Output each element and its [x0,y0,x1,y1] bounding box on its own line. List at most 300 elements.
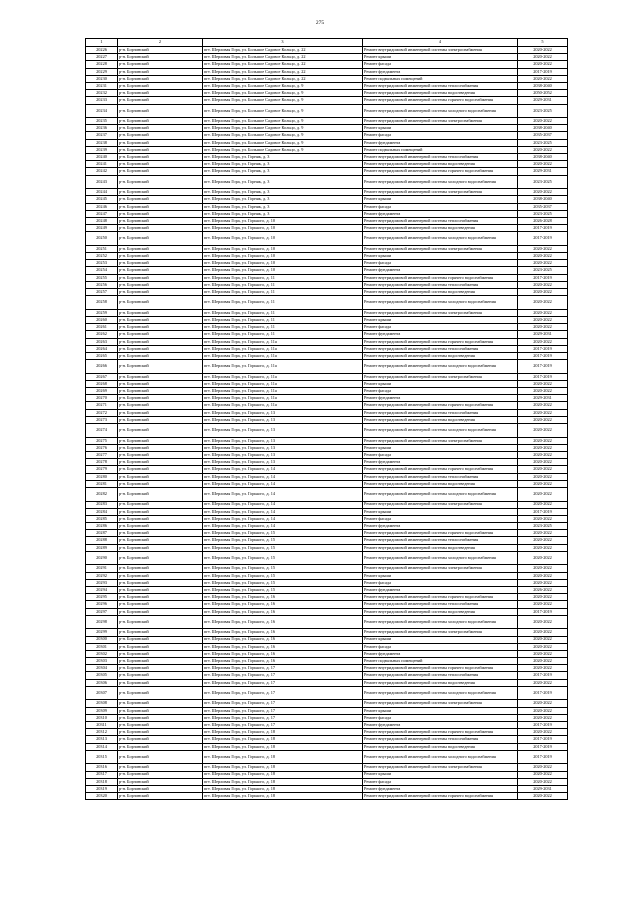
table-row [86,480,568,487]
district-cell: р-н. Борзинский [118,352,203,359]
row-number-cell: 20318 [86,778,118,785]
table-row [86,743,568,750]
work-type-cell: Ремонт внутридомовой инженерной системы электроснабжения [363,629,518,636]
period-cell: 2020-2022 [518,537,568,544]
row-number-cell: 20305 [86,672,118,679]
work-type-cell: Ремонт внутридомовой инженерной системы электроснабжения [363,309,518,316]
period-cell: 2020-2022 [518,380,568,387]
period-cell: 2017-2019 [518,743,568,750]
district-cell: р-н. Борзинский [118,210,203,217]
district-cell: р-н. Борзинский [118,118,203,125]
address-cell: пгт. Шерловая Гора, ул. Большое Садовое Кольцо, д. 9 [203,125,363,132]
row-number-cell: 20254 [86,267,118,274]
district-cell: р-н. Борзинский [118,544,203,551]
district-cell: р-н. Борзинский [118,324,203,331]
table-row [86,508,568,515]
district-cell: р-н. Борзинский [118,161,203,168]
work-type-cell: Ремонт внутридомовой инженерной системы водоотведения [363,289,518,296]
row-number-cell: 20270 [86,395,118,402]
address-cell: пгт. Шерловая Гора, ул. Горького, д. 15 [203,544,363,551]
row-number-cell: 20311 [86,722,118,729]
work-type-cell: Ремонт фасада [363,132,518,139]
table-row [86,424,568,438]
table-row [86,373,568,380]
row-number-cell: 20242 [86,168,118,175]
table-row [86,388,568,395]
district-cell: р-н. Борзинский [118,409,203,416]
work-type-cell: Ремонт фундамента [363,210,518,217]
address-cell: пгт. Шерловая Гора, ул. Горького, д. 17 [203,722,363,729]
table-row [86,459,568,466]
district-cell: р-н. Борзинский [118,579,203,586]
row-number-cell: 20277 [86,452,118,459]
address-cell: пгт. Шерловая Гора, ул. Горького, д. 11а [203,395,363,402]
district-cell: р-н. Борзинский [118,658,203,665]
period-cell: 2020-2022 [518,253,568,260]
district-cell: р-н. Борзинский [118,743,203,750]
table-row [86,380,568,387]
work-type-cell: Ремонт внутридомовой инженерной системы водоотведения [363,480,518,487]
period-cell: 2029-2031 [518,331,568,338]
period-cell: 2020-2022 [518,594,568,601]
address-cell: пгт. Шерловая Гора, ул. Горняк, д. 3 [203,154,363,161]
district-cell: р-н. Борзинский [118,508,203,515]
period-cell: 2017-2019 [518,608,568,615]
table-row [86,352,568,359]
row-number-cell: 20298 [86,615,118,629]
table-row [86,650,568,657]
work-type-cell: Ремонт фасада [363,643,518,650]
period-cell: 2020-2022 [518,416,568,423]
row-number-cell: 20275 [86,437,118,444]
district-cell: р-н. Борзинский [118,629,203,636]
table-row [86,707,568,714]
page-number: 275 [315,20,325,26]
row-number-cell: 20304 [86,665,118,672]
address-cell: пгт. Шерловая Гора, ул. Большое Садовое Кольцо, д. 9 [203,97,363,104]
row-number-cell: 20294 [86,587,118,594]
row-number-cell: 20260 [86,317,118,324]
table-row [86,658,568,665]
period-cell: 2020-2022 [518,459,568,466]
row-number-cell: 20253 [86,260,118,267]
district-cell: р-н. Борзинский [118,501,203,508]
address-cell: пгт. Шерловая Гора, ул. Горького, д. 11 [203,274,363,281]
address-cell: пгт. Шерловая Гора, ул. Горького, д. 17 [203,672,363,679]
column-header-1: 1 [86,39,118,47]
period-cell: 2017-2019 [518,68,568,75]
district-cell: р-н. Борзинский [118,665,203,672]
address-cell: пгт. Шерловая Гора, ул. Горького, д. 10 [203,267,363,274]
address-cell: пгт. Шерловая Гора, ул. Большое Садовое Кольцо, д. 22 [203,47,363,54]
table-row [86,225,568,232]
address-cell: пгт. Шерловая Гора, ул. Горького, д. 13 [203,437,363,444]
period-cell: 2020-2022 [518,700,568,707]
address-cell: пгт. Шерловая Гора, ул. Горького, д. 14 [203,515,363,522]
period-cell: 2020-2022 [518,601,568,608]
period-cell: 2020-2022 [518,544,568,551]
district-cell: р-н. Борзинский [118,452,203,459]
work-type-cell: Ремонт крыши [363,636,518,643]
work-type-cell: Ремонт внутридомовой инженерной системы теплоснабжения [363,601,518,608]
period-cell: 2020-2022 [518,161,568,168]
table-row [86,729,568,736]
period-cell: 2026-2022 [518,587,568,594]
table-row [86,125,568,132]
table-row [86,551,568,565]
row-number-cell: 20251 [86,245,118,252]
period-cell: 2017-2019 [518,722,568,729]
row-number-cell: 20279 [86,466,118,473]
row-number-cell: 20255 [86,274,118,281]
work-type-cell: Ремонт крыши [363,125,518,132]
work-type-cell: Ремонт внутридомовой инженерной системы горячего водоснабжения [363,665,518,672]
table-row [86,245,568,252]
district-cell: р-н. Борзинский [118,707,203,714]
district-cell: р-н. Борзинский [118,416,203,423]
work-type-cell: Ремонт внутридомовой инженерной системы горячего водоснабжения [363,274,518,281]
work-type-cell: Ремонт подвальных помещений [363,658,518,665]
district-cell: р-н. Борзинский [118,68,203,75]
district-cell: р-н. Борзинский [118,523,203,530]
address-cell: пгт. Шерловая Гора, ул. Большое Садовое Кольцо, д. 9 [203,104,363,118]
table-row [86,615,568,629]
address-cell: пгт. Шерловая Гора, ул. Горького, д. 13 [203,444,363,451]
column-header-4: 4 [363,39,518,47]
row-number-cell: 20316 [86,764,118,771]
table-row [86,317,568,324]
district-cell: р-н. Борзинский [118,245,203,252]
row-number-cell: 20252 [86,253,118,260]
table-row [86,118,568,125]
work-type-cell: Ремонт крыши [363,444,518,451]
address-cell: пгт. Шерловая Гора, ул. Большое Садовое Кольцо, д. 9 [203,82,363,89]
district-cell: р-н. Борзинский [118,47,203,54]
district-cell: р-н. Борзинский [118,267,203,274]
table-row [86,416,568,423]
work-type-cell: Ремонт внутридомовой инженерной системы холодного водоснабжения [363,551,518,565]
work-type-cell: Ремонт внутридомовой инженерной системы горячего водоснабжения [363,338,518,345]
district-cell: р-н. Борзинский [118,636,203,643]
district-cell: р-н. Борзинский [118,104,203,118]
address-cell: пгт. Шерловая Гора, ул. Горького, д. 18 [203,793,363,800]
row-number-cell: 20295 [86,594,118,601]
table-row [86,778,568,785]
address-cell: пгт. Шерловая Гора, ул. Горького, д. 18 [203,778,363,785]
work-type-cell: Ремонт внутридомовой инженерной системы холодного водоснабжения [363,424,518,438]
period-cell: 2020-2022 [518,296,568,310]
work-type-cell: Ремонт внутридомовой инженерной системы холодного водоснабжения [363,615,518,629]
work-type-cell: Ремонт внутридомовой инженерной системы водоотведения [363,679,518,686]
row-number-cell: 20250 [86,232,118,246]
period-cell: 2023-2025 [518,175,568,189]
work-type-cell: Ремонт внутридомовой инженерной системы горячего водоснабжения [363,594,518,601]
district-cell: р-н. Борзинский [118,466,203,473]
work-type-cell: Ремонт фасада [363,324,518,331]
work-type-cell: Ремонт внутридомовой инженерной системы водоотведения [363,90,518,97]
work-type-cell: Ремонт фундамента [363,650,518,657]
work-type-cell: Ремонт фасада [363,579,518,586]
work-type-cell: Ремонт внутридомовой инженерной системы водоотведения [363,161,518,168]
row-number-cell: 20245 [86,196,118,203]
period-cell: 2017-2019 [518,750,568,764]
table-row [86,466,568,473]
address-cell: пгт. Шерловая Гора, ул. Большое Садовое Кольцо, д. 9 [203,132,363,139]
address-cell: пгт. Шерловая Гора, ул. Горького, д. 15 [203,579,363,586]
period-cell: 2020-2022 [518,324,568,331]
period-cell: 2020-2022 [518,317,568,324]
table-row [86,146,568,153]
address-cell: пгт. Шерловая Гора, ул. Горького, д. 14 [203,480,363,487]
row-number-cell: 20249 [86,225,118,232]
row-number-cell: 20296 [86,601,118,608]
period-cell: 2020-2022 [518,409,568,416]
district-cell: р-н. Борзинский [118,686,203,700]
table-row [86,565,568,572]
column-header-3: 3 [203,39,363,47]
row-number-cell: 20309 [86,707,118,714]
table-row [86,253,568,260]
district-cell: р-н. Борзинский [118,132,203,139]
district-cell: р-н. Борзинский [118,736,203,743]
row-number-cell: 20241 [86,161,118,168]
work-type-cell: Ремонт внутридомовой инженерной системы холодного водоснабжения [363,175,518,189]
table-row [86,217,568,224]
period-cell: 2020-2022 [518,793,568,800]
table-row [86,601,568,608]
period-cell: 2023-2025 [518,267,568,274]
table-row [86,714,568,721]
row-number-cell: 20284 [86,508,118,515]
work-type-cell: Ремонт внутридомовой инженерной системы горячего водоснабжения [363,793,518,800]
table-row [86,608,568,615]
table-row [86,296,568,310]
address-cell: пгт. Шерловая Гора, ул. Горького, д. 15 [203,551,363,565]
row-number-cell: 20292 [86,572,118,579]
row-number-cell: 20243 [86,175,118,189]
address-cell: пгт. Шерловая Гора, ул. Горького, д. 18 [203,736,363,743]
period-cell: 2020-2022 [518,665,568,672]
district-cell: р-н. Борзинский [118,473,203,480]
table-row [86,473,568,480]
address-cell: пгт. Шерловая Гора, ул. Горького, д. 10 [203,253,363,260]
period-cell: 2017-2019 [518,736,568,743]
row-number-cell: 20256 [86,281,118,288]
work-type-cell: Ремонт фасада [363,260,518,267]
address-cell: пгт. Шерловая Гора, ул. Горького, д. 11а [203,345,363,352]
address-cell: пгт. Шерловая Гора, ул. Горького, д. 11 [203,289,363,296]
row-number-cell: 20267 [86,373,118,380]
row-number-cell: 20289 [86,544,118,551]
address-cell: пгт. Шерловая Гора, ул. Горького, д. 11 [203,281,363,288]
row-number-cell: 20303 [86,658,118,665]
address-cell: пгт. Шерловая Гора, ул. Горького, д. 16 [203,608,363,615]
table-row [86,139,568,146]
district-cell: р-н. Борзинский [118,345,203,352]
district-cell: р-н. Борзинский [118,587,203,594]
district-cell: р-н. Борзинский [118,515,203,522]
district-cell: р-н. Борзинский [118,360,203,374]
work-type-cell: Ремонт фасада [363,203,518,210]
period-cell: 2020-2022 [518,658,568,665]
district-cell: р-н. Борзинский [118,388,203,395]
work-type-cell: Ремонт внутридомовой инженерной системы горячего водоснабжения [363,402,518,409]
row-number-cell: 20308 [86,700,118,707]
work-type-cell: Ремонт крыши [363,380,518,387]
period-cell: 2038-2040 [518,196,568,203]
row-number-cell: 20281 [86,480,118,487]
period-cell: 2020-2022 [518,245,568,252]
period-cell: 2020-2022 [518,679,568,686]
district-cell: р-н. Борзинский [118,97,203,104]
row-number-cell: 20262 [86,331,118,338]
district-cell: р-н. Борзинский [118,601,203,608]
table-row [86,572,568,579]
row-number-cell: 20320 [86,793,118,800]
row-number-cell: 20291 [86,565,118,572]
table-row [86,764,568,771]
period-cell: 2026-2028 [518,217,568,224]
district-cell: р-н. Борзинский [118,253,203,260]
address-cell: пгт. Шерловая Гора, ул. Горького, д. 14 [203,466,363,473]
work-type-cell: Ремонт крыши [363,317,518,324]
district-cell: р-н. Борзинский [118,139,203,146]
row-number-cell: 20263 [86,338,118,345]
period-cell: 2020-2022 [518,54,568,61]
row-number-cell: 20280 [86,473,118,480]
address-cell: пгт. Шерловая Гора, ул. Большое Садовое Кольцо, д. 22 [203,61,363,68]
row-number-cell: 20240 [86,154,118,161]
address-cell: пгт. Шерловая Гора, ул. Большое Садовое Кольцо, д. 22 [203,54,363,61]
table-row [86,736,568,743]
address-cell: пгт. Шерловая Гора, ул. Горького, д. 11 [203,324,363,331]
work-type-cell: Ремонт внутридомовой инженерной системы водоотведения [363,544,518,551]
table-row [86,331,568,338]
table-row [86,487,568,501]
row-number-cell: 20271 [86,402,118,409]
work-type-cell: Ремонт внутридомовой инженерной системы электроснабжения [363,700,518,707]
address-cell: пгт. Шерловая Гора, ул. Горького, д. 14 [203,508,363,515]
period-cell: 2020-2022 [518,75,568,82]
address-cell: пгт. Шерловая Гора, ул. Горького, д. 17 [203,686,363,700]
address-cell: пгт. Шерловая Гора, ул. Горького, д. 16 [203,636,363,643]
row-number-cell: 20261 [86,324,118,331]
district-cell: р-н. Борзинский [118,395,203,402]
district-cell: р-н. Борзинский [118,551,203,565]
period-cell: 2017-2019 [518,686,568,700]
row-number-cell: 20233 [86,97,118,104]
row-number-cell: 20236 [86,125,118,132]
table-row [86,437,568,444]
work-type-cell: Ремонт фундамента [363,267,518,274]
address-cell: пгт. Шерловая Гора, ул. Горького, д. 10 [203,245,363,252]
address-cell: пгт. Шерловая Гора, ул. Горького, д. 10 [203,232,363,246]
row-number-cell: 20239 [86,146,118,153]
period-cell: 2017-2019 [518,352,568,359]
address-cell: пгт. Шерловая Гора, ул. Горького, д. 15 [203,587,363,594]
work-type-cell: Ремонт внутридомовой инженерной системы теплоснабжения [363,736,518,743]
work-type-cell: Ремонт внутридомовой инженерной системы электроснабжения [363,437,518,444]
row-number-cell: 20285 [86,515,118,522]
row-number-cell: 20299 [86,629,118,636]
table-row [86,75,568,82]
district-cell: р-н. Борзинский [118,61,203,68]
work-type-cell: Ремонт фасада [363,778,518,785]
row-number-cell: 20282 [86,487,118,501]
district-cell: р-н. Борзинский [118,480,203,487]
row-number-cell: 20227 [86,54,118,61]
district-cell: р-н. Борзинский [118,764,203,771]
district-cell: р-н. Борзинский [118,729,203,736]
work-type-cell: Ремонт внутридомовой инженерной системы холодного водоснабжения [363,296,518,310]
period-cell: 2020-2022 [518,189,568,196]
table-row [86,61,568,68]
table-row [86,402,568,409]
district-cell: р-н. Борзинский [118,424,203,438]
district-cell: р-н. Борзинский [118,714,203,721]
work-type-cell: Ремонт внутридомовой инженерной системы холодного водоснабжения [363,750,518,764]
period-cell: 2020-2022 [518,501,568,508]
period-cell: 2020-2022 [518,579,568,586]
table-row [86,260,568,267]
period-cell: 2020-2022 [518,615,568,629]
row-number-cell: 20247 [86,210,118,217]
row-number-cell: 20232 [86,90,118,97]
work-type-cell: Ремонт внутридомовой инженерной системы теплоснабжения [363,217,518,224]
period-cell: 2038-2040 [518,125,568,132]
period-cell: 2020-2022 [518,764,568,771]
work-type-cell: Ремонт внутридомовой инженерной системы электроснабжения [363,47,518,54]
district-cell: р-н. Борзинский [118,338,203,345]
row-number-cell: 20310 [86,714,118,721]
row-number-cell: 20313 [86,736,118,743]
district-cell: р-н. Борзинский [118,217,203,224]
table-row [86,274,568,281]
row-number-cell: 20319 [86,785,118,792]
period-cell: 2020-2022 [518,260,568,267]
row-number-cell: 20272 [86,409,118,416]
address-cell: пгт. Шерловая Гора, ул. Горького, д. 15 [203,530,363,537]
table-row [86,161,568,168]
district-cell: р-н. Борзинский [118,793,203,800]
row-number-cell: 20293 [86,579,118,586]
address-cell: пгт. Шерловая Гора, ул. Горького, д. 18 [203,764,363,771]
district-cell: р-н. Борзинский [118,289,203,296]
work-type-cell: Ремонт внутридомовой инженерной системы холодного водоснабжения [363,104,518,118]
address-cell: пгт. Шерловая Гора, ул. Горького, д. 17 [203,714,363,721]
table-row [86,90,568,97]
district-cell: р-н. Борзинский [118,260,203,267]
table-row [86,409,568,416]
period-cell: 2020-2022 [518,778,568,785]
work-type-cell: Ремонт внутридомовой инженерной системы холодного водоснабжения [363,487,518,501]
table-row [86,97,568,104]
period-cell: 2023-2025 [518,104,568,118]
district-cell: р-н. Борзинский [118,189,203,196]
work-type-cell: Ремонт внутридомовой инженерной системы водоотведения [363,352,518,359]
address-cell: пгт. Шерловая Гора, ул. Большое Садовое Кольцо, д. 9 [203,146,363,153]
period-cell: 2017-2019 [518,508,568,515]
table-row [86,594,568,601]
address-cell: пгт. Шерловая Гора, ул. Горького, д. 14 [203,487,363,501]
work-type-cell: Ремонт фундамента [363,722,518,729]
row-number-cell: 20288 [86,537,118,544]
address-cell: пгт. Шерловая Гора, ул. Горького, д. 14 [203,473,363,480]
table-row [86,579,568,586]
table-row [86,679,568,686]
work-type-cell: Ремонт внутридомовой инженерной системы горячего водоснабжения [363,168,518,175]
work-type-cell: Ремонт внутридомовой инженерной системы теплоснабжения [363,281,518,288]
